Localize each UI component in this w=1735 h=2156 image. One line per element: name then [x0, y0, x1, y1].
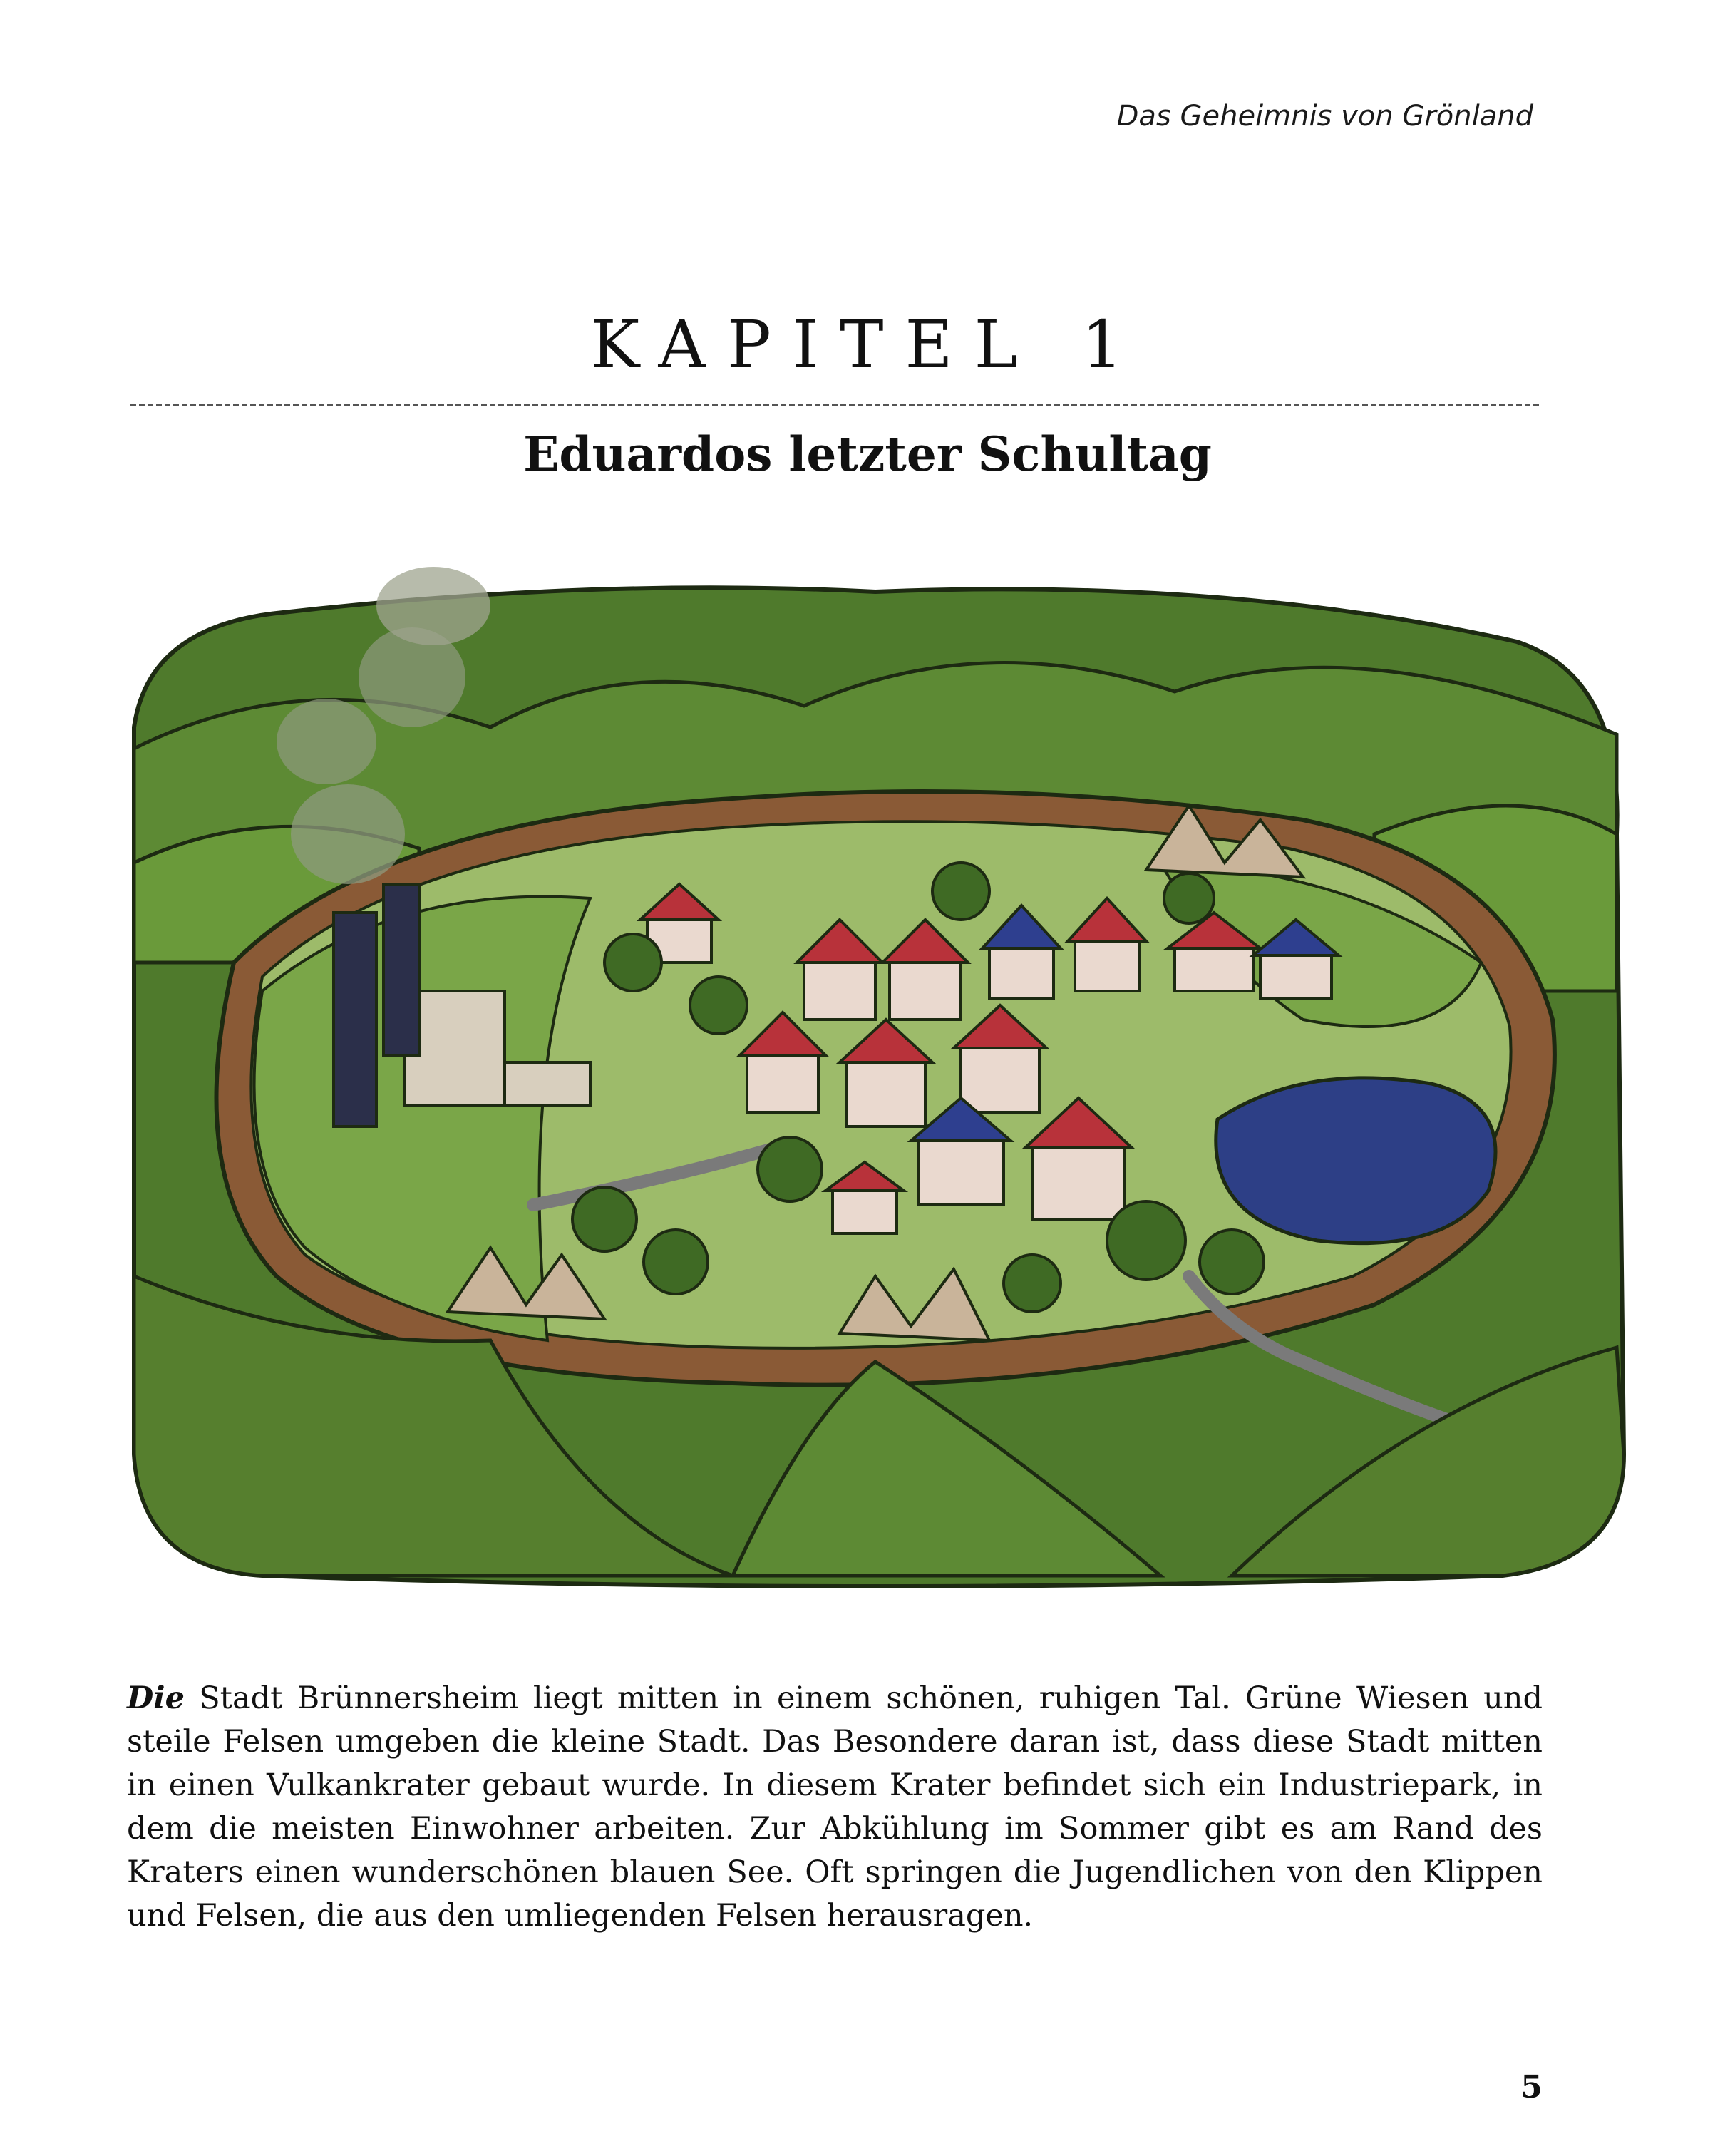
- body-paragraph: [127, 1677, 1543, 1938]
- chapter-number: KAPITEL 1: [590, 307, 1145, 383]
- chimney: [383, 884, 419, 1055]
- crater-town-illustration: [91, 563, 1638, 1604]
- chapter-title: Eduardos letzter Schultag: [523, 426, 1212, 482]
- lead-word: Die: [127, 1680, 185, 1716]
- lake: [1216, 1078, 1495, 1243]
- page-number: 5: [1520, 2069, 1543, 2105]
- smoke: [291, 784, 405, 884]
- body-text: Stadt Brünnersheim liegt mitten in einem schönen, ruhigen Tal. Grüne Wiesen und steile Felsen umgeben die kleine Stadt. Das Besondere daran ist, dass diese Stadt mitten in einen Vulkankrater gebaut wurde. In diesem Krater befindet sich ein Industriepark, in dem die meisten Einwohner arbeiten. Zur Abkühlung im Sommer gibt es am Rand des Kraters einen wunderschönen blauen See. Oft springen die Jugendlichen von den Klippen und Felsen, die aus den umliegenden Felsen herausragen.: [127, 1680, 1543, 1934]
- running-header: Das Geheimnis von Grönland: [1116, 100, 1533, 133]
- chimney: [334, 913, 376, 1126]
- dashed-divider: [130, 404, 1539, 406]
